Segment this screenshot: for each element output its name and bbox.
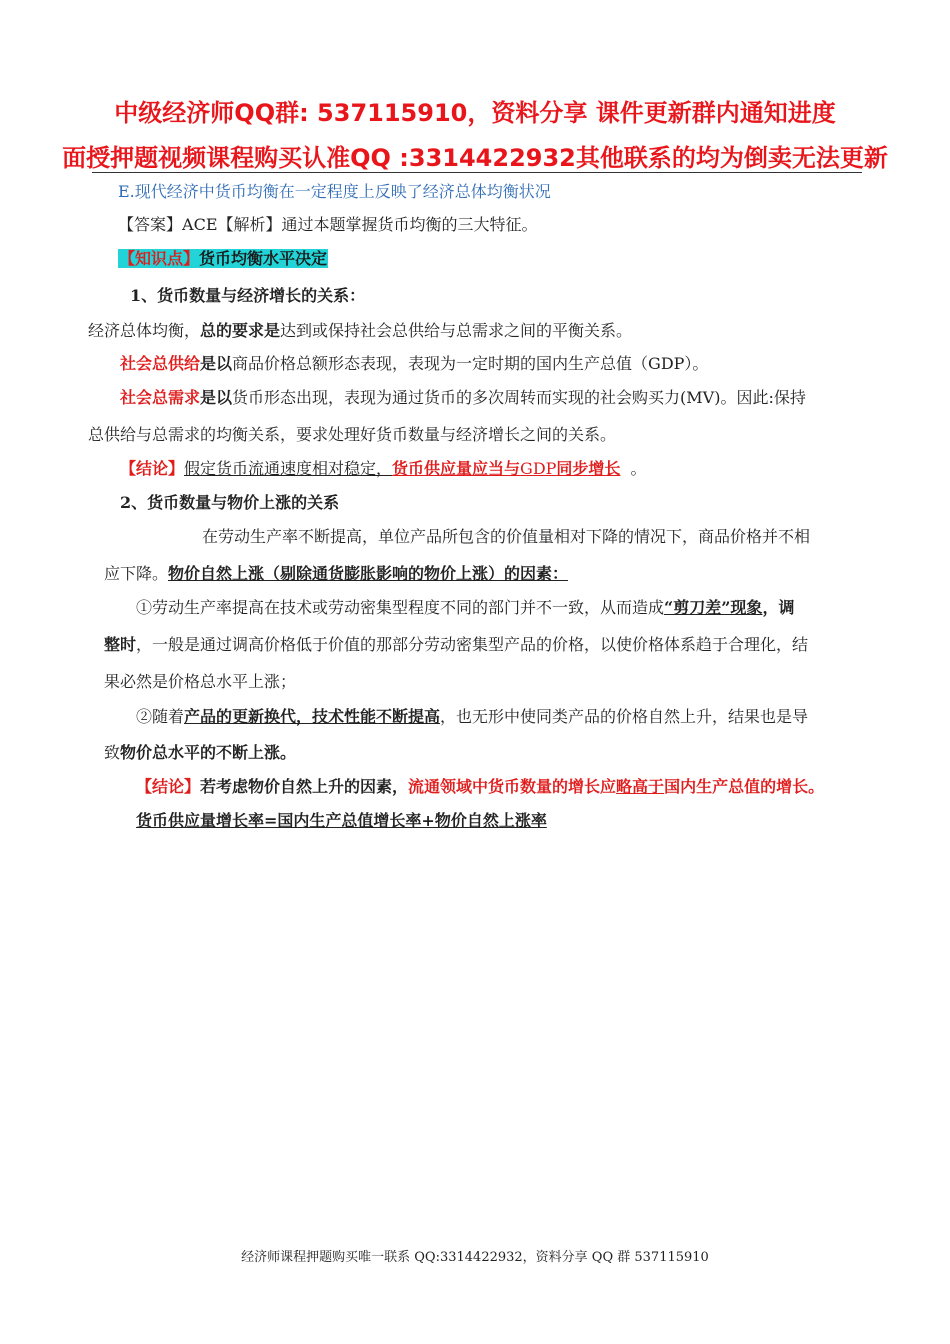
s2-conclusion [136,776,824,798]
analysis-tag: 【解析】 [217,215,282,234]
s2-item1-scissors: “剪刀差”现象 [664,598,763,617]
section1-heading: 1、货币数量与经济增长的关系： [130,286,366,305]
s2-item2-result: 物价总水平的不断上涨。 [120,743,297,762]
s1-p3-rest: 货币形态出现，表现为通过货币的多次周转而实现的社会购买力(MV)。因此:保持 [232,388,806,407]
s2-conclusion-slightly: 略高于 [616,777,665,796]
s2-conclusion-text: 若考虑物价自然上升的因素， [200,777,409,796]
s1-conclusion-gdp: GDP [520,459,557,478]
s1-p2-term: 社会总供给 [120,354,201,373]
s1-conclusion-tag: 【结论】 [120,459,185,478]
s1-p1-text: 经济总体均衡， [88,321,201,340]
s1-conclusion-sync: 同步增长 [556,459,621,478]
s2-item-1 [136,597,794,619]
s2-item1-rest: ，一般是通过调高价格低于价值的那部分劳动密集型产品的价格，以使价格体系趋于合理化，结 [136,635,809,654]
s2-item1-text: ①劳动生产率提高在技术或劳动密集型程度不同的部门并不一致，从而造成 [136,598,665,617]
analysis-text: 通过本题掌握货币均衡的三大特征。 [281,215,538,234]
s1-p2-bold: 是以 [200,354,233,373]
s2-item-1-cont [104,634,808,656]
s1-conclusion [120,458,646,480]
s2-paragraph-1-cont [104,563,568,585]
s2-item-2-cont [104,742,296,764]
s2-item-2 [136,706,808,728]
banner-qq-group: 中级经济师QQ群: 537115910，资料分享 课件更新群内通知进度 [114,99,836,127]
option-e: E.现代经济中货币均衡在一定程度上反映了经济总体均衡状况 [118,182,551,201]
s1-p3-bold: 是以 [200,388,233,407]
s2-item2-text: ②随着 [136,707,185,726]
s2-conclusion-tag: 【结论】 [136,777,201,796]
s1-paragraph-3 [120,387,806,409]
s1-conclusion-key: 货币供应量应当与 [392,459,521,478]
s2-paragraph-1: 在劳动生产率不断提高，单位产品所包含的价值量相对下降的情况下，商品价格并不相 [202,527,811,546]
s2-conclusion-key: 流通领域中货币数量的增长应 [408,777,617,796]
footer-contact: 经济师课程押题购买唯一联系 QQ:3314422932，资料分享 QQ 群 537115910 [241,1250,709,1265]
s1-p1-rest: 达到或保持社会总供给与总需求之间的平衡关系。 [280,321,633,340]
section2-heading: 2、货币数量与物价上涨的关系 [120,493,340,512]
knowledge-point-highlight [118,249,328,268]
answer-line [118,214,538,236]
s2-conclusion-gdp: 国内生产总值的增长。 [664,777,825,796]
s1-p2-rest: 商品价格总额形态表现，表现为一定时期的国内生产总值（GDP）。 [232,354,709,373]
banner-purchase-contact: 面授押题视频课程购买认准QQ :3314422932其他联系的均为倒卖无法更新 [62,144,888,172]
s1-paragraph-2 [120,353,708,375]
header-rule [92,172,862,173]
s1-p1-bold: 总的要求是 [200,321,281,340]
s2-item1-adjust: ，调 [762,598,795,617]
knowledge-point [118,248,328,270]
s2-item2-rest: ，也无形中使同类产品的价格自然上升，结果也是导 [440,707,809,726]
answer-tag: 【答案】 [118,215,183,234]
s1-conclusion-end: 。 [630,459,647,478]
s1-p3-term: 社会总需求 [120,388,201,407]
s2-item-1-end: 果必然是价格总水平上涨； [104,672,297,691]
s2-item2-key: 产品的更新换代，技术性能不断提高 [184,707,441,726]
s2-p1-text: 应下降。 [104,564,169,583]
s1-conclusion-text: 假定货币流通速度相对稳定， [184,459,393,478]
s2-item1-when: 整时 [104,635,137,654]
knowledge-point-tag: 【知识点】 [119,249,200,268]
knowledge-point-title: 货币均衡水平决定 [199,249,328,268]
formula: 货币供应量增长率=国内生产总值增长率+物价自然上涨率 [136,811,547,830]
s2-p1-factors: 物价自然上涨（剔除通货膨胀影响的物价上涨）的因素： [168,564,569,583]
s1-paragraph-3-cont: 总供给与总需求的均衡关系，要求处理好货币数量与经济增长之间的关系。 [88,425,617,444]
s2-item2-lead: 致 [104,743,121,762]
s1-paragraph-1 [88,320,632,342]
answer-value: ACE [182,215,218,234]
